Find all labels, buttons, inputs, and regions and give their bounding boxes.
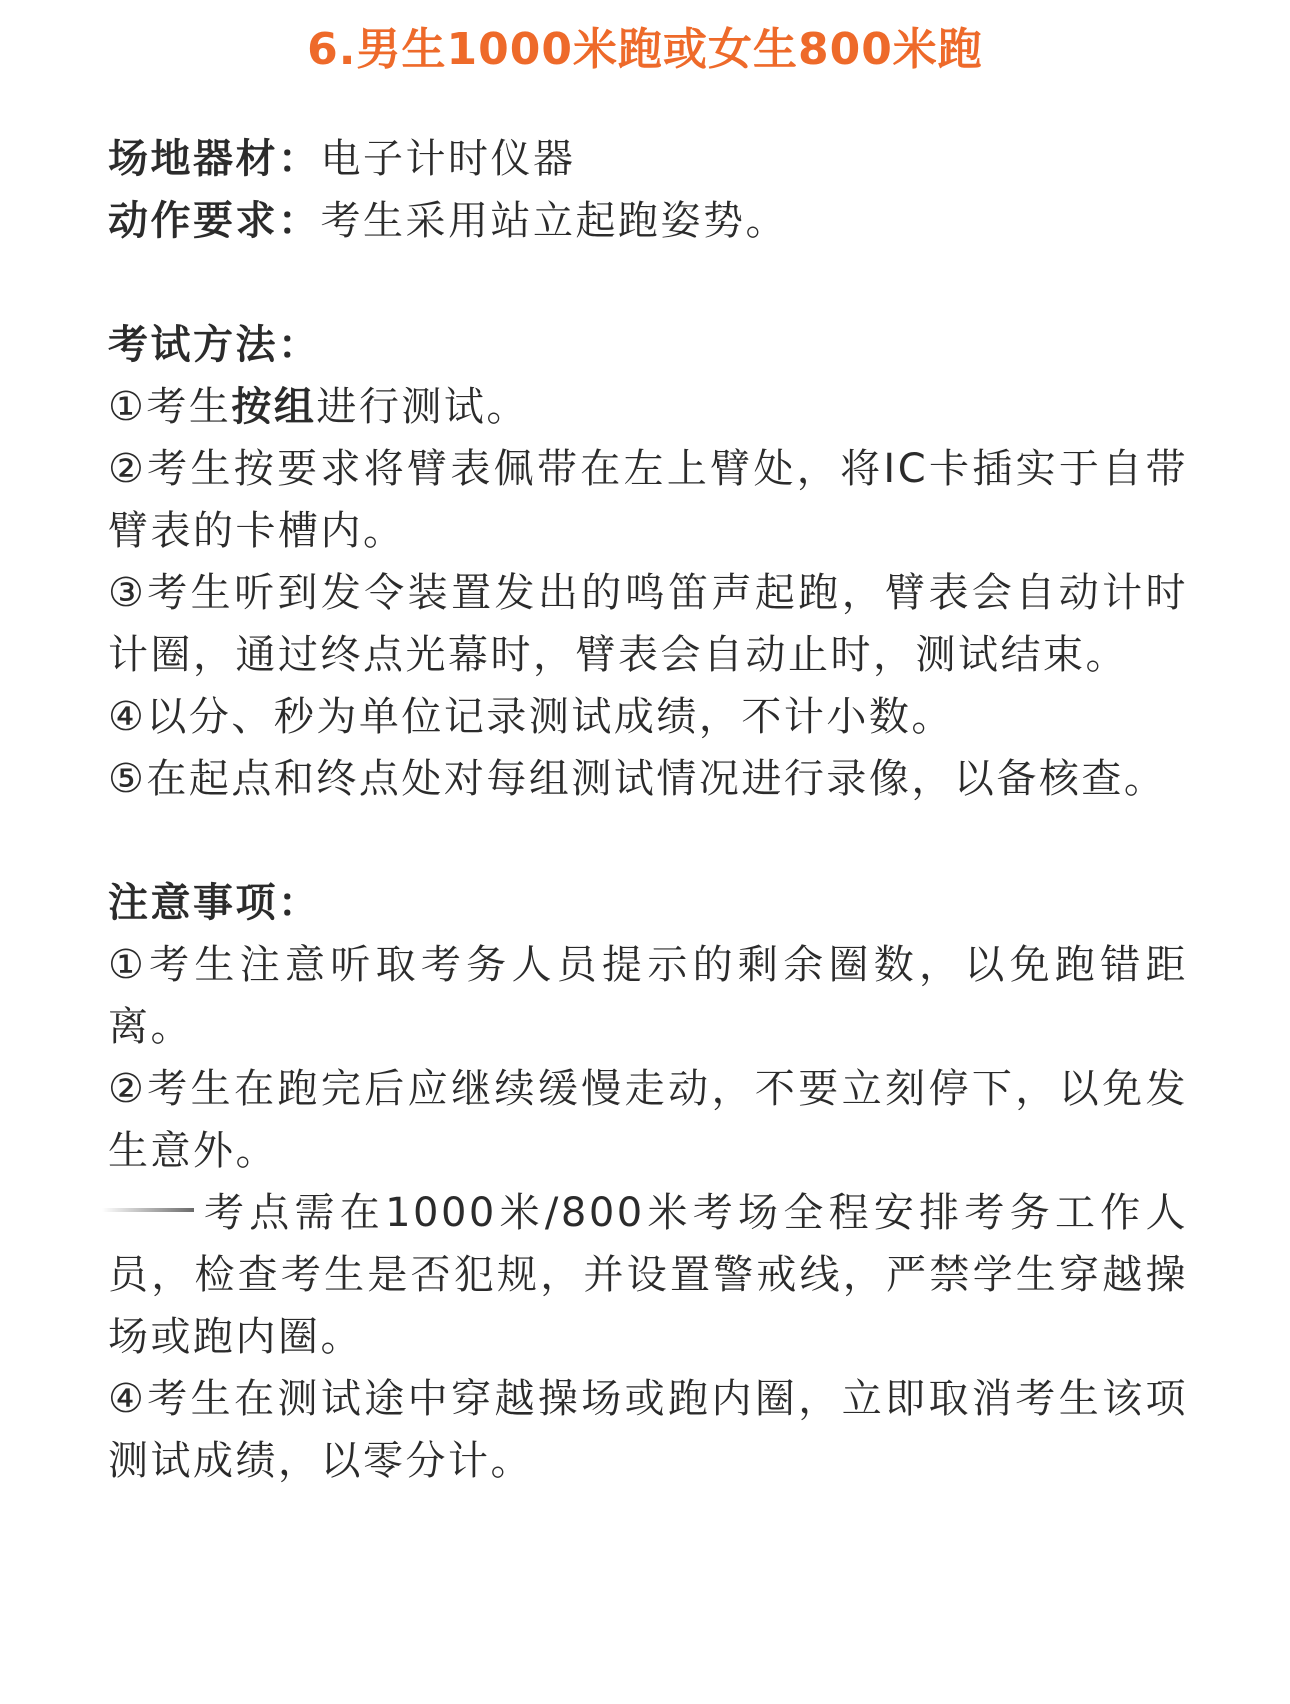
method-item-3: ③考生听到发令装置发出的鸣笛声起跑，臂表会自动计时计圈，通过终点光幕时，臂表会自动止时，测试结束。 xyxy=(108,570,1188,678)
action-value: 考生采用站立起跑姿势。 xyxy=(320,198,788,244)
method-item-4: ④以分、秒为单位记录测试成绩，不计小数。 xyxy=(108,694,954,740)
method-item-1-strong: 按组 xyxy=(231,384,317,430)
document-body xyxy=(108,128,1188,1492)
equipment-label: 场地器材： xyxy=(108,136,321,182)
notes-heading: 注意事项： xyxy=(108,880,321,926)
notes-item-3 xyxy=(108,1182,1188,1368)
notes-item-4: ④考生在测试途中穿越操场或跑内圈，立即取消考生该项测试成绩，以零分计。 xyxy=(108,1376,1188,1484)
method-item-2: ②考生按要求将臂表佩带在左上臂处，将IC卡插实于自带臂表的卡槽内。 xyxy=(108,446,1188,554)
notes-item-1: ①考生注意听取考务人员提示的剩余圈数，以免跑错距离。 xyxy=(108,942,1188,1050)
notes-item-2: ②考生在跑完后应继续缓慢走动，不要立刻停下，以免发生意外。 xyxy=(108,1066,1188,1174)
action-line xyxy=(108,190,1188,252)
method-item-1-suffix: 进行测试。 xyxy=(316,384,529,430)
equipment-value: 电子计时仪器 xyxy=(320,136,576,182)
redaction-mark xyxy=(102,1208,194,1212)
method-item-1 xyxy=(108,376,1188,438)
page-title: 6.男生1000米跑或女生800米跑 xyxy=(307,24,983,75)
equipment-line xyxy=(108,128,1188,190)
action-label: 动作要求： xyxy=(108,198,321,244)
notes-item-3-text: 考点需在1000米/800米考场全程安排考务工作人员，检查考生是否犯规，并设置警戒线，严禁学生穿越操场或跑内圈。 xyxy=(108,1190,1188,1360)
method-heading: 考试方法： xyxy=(108,322,321,368)
method-item-5: ⑤在起点和终点处对每组测试情况进行录像，以备核查。 xyxy=(108,756,1167,802)
spacer xyxy=(108,252,1188,314)
spacer xyxy=(108,810,1188,872)
method-item-1-prefix: ①考生 xyxy=(108,384,232,430)
